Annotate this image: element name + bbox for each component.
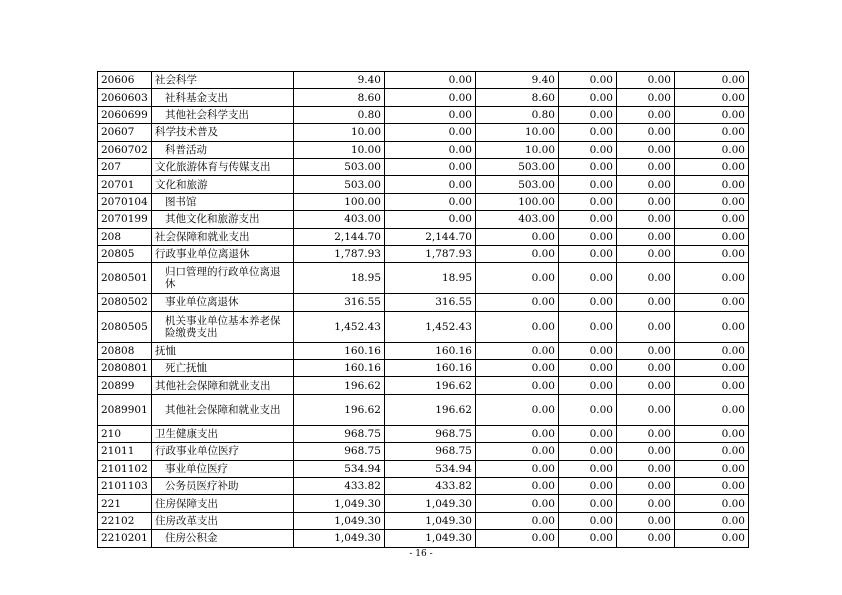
- row-name-cell: 其他文化和旅游支出: [152, 211, 294, 228]
- row-total-cell: 10.00: [294, 124, 385, 141]
- row-value-5-cell: 0.00: [617, 124, 675, 141]
- row-value-6-cell: 0.00: [675, 530, 749, 547]
- row-value-2-cell: 160.16: [385, 360, 476, 377]
- table-row: [98, 394, 749, 425]
- row-name-cell: 其他社会保障和就业支出: [152, 394, 294, 425]
- row-value-5-cell: 0.00: [617, 394, 675, 425]
- row-value-6-cell: 0.00: [675, 460, 749, 477]
- row-code-cell: 2080502: [98, 294, 152, 311]
- row-value-5-cell: 0.00: [617, 377, 675, 394]
- row-value-2-cell: 0.00: [385, 141, 476, 158]
- table-row: [98, 311, 749, 342]
- row-value-3-cell: 403.00: [476, 211, 559, 228]
- row-value-5-cell: 0.00: [617, 360, 675, 377]
- row-total-cell: 503.00: [294, 158, 385, 175]
- row-name-cell: 科普活动: [152, 141, 294, 158]
- table-row: [98, 360, 749, 377]
- row-value-4-cell: 0.00: [559, 311, 617, 342]
- row-code-cell: 2101102: [98, 460, 152, 477]
- row-value-3-cell: 0.00: [476, 377, 559, 394]
- row-code-cell: 22102: [98, 512, 152, 529]
- row-name-cell: 其他社会保障和就业支出: [152, 377, 294, 394]
- row-total-cell: 160.16: [294, 360, 385, 377]
- row-value-6-cell: 0.00: [675, 245, 749, 262]
- row-code-cell: 2060702: [98, 141, 152, 158]
- row-total-cell: 1,049.30: [294, 495, 385, 512]
- table-row: [98, 72, 749, 89]
- row-value-4-cell: 0.00: [559, 245, 617, 262]
- table-row: [98, 530, 749, 547]
- row-value-4-cell: 0.00: [559, 294, 617, 311]
- row-code-cell: 2060603: [98, 89, 152, 106]
- row-value-3-cell: 503.00: [476, 158, 559, 175]
- row-value-6-cell: 0.00: [675, 311, 749, 342]
- row-value-2-cell: 968.75: [385, 443, 476, 460]
- row-value-3-cell: 0.00: [476, 342, 559, 359]
- row-total-cell: 8.60: [294, 89, 385, 106]
- row-value-6-cell: 0.00: [675, 106, 749, 123]
- row-value-2-cell: 1,787.93: [385, 245, 476, 262]
- row-value-4-cell: 0.00: [559, 158, 617, 175]
- row-name-cell: 科学技术普及: [152, 124, 294, 141]
- row-value-6-cell: 0.00: [675, 512, 749, 529]
- row-value-6-cell: 0.00: [675, 228, 749, 245]
- row-value-2-cell: 2,144.70: [385, 228, 476, 245]
- row-value-4-cell: 0.00: [559, 263, 617, 294]
- row-value-4-cell: 0.00: [559, 193, 617, 210]
- row-value-3-cell: 100.00: [476, 193, 559, 210]
- row-value-4-cell: 0.00: [559, 360, 617, 377]
- row-value-4-cell: 0.00: [559, 176, 617, 193]
- row-value-3-cell: 0.00: [476, 443, 559, 460]
- row-total-cell: 433.82: [294, 478, 385, 495]
- row-value-3-cell: 0.00: [476, 311, 559, 342]
- row-code-cell: 20805: [98, 245, 152, 262]
- row-code-cell: 20899: [98, 377, 152, 394]
- row-name-cell: 住房保障支出: [152, 495, 294, 512]
- row-code-cell: 2080801: [98, 360, 152, 377]
- row-value-2-cell: 18.95: [385, 263, 476, 294]
- row-total-cell: 10.00: [294, 141, 385, 158]
- row-value-5-cell: 0.00: [617, 141, 675, 158]
- row-name-cell: 死亡抚恤: [152, 360, 294, 377]
- row-value-2-cell: 0.00: [385, 158, 476, 175]
- row-value-2-cell: 0.00: [385, 211, 476, 228]
- row-total-cell: 196.62: [294, 377, 385, 394]
- row-total-cell: 534.94: [294, 460, 385, 477]
- row-code-cell: 2089901: [98, 394, 152, 425]
- row-name-cell: 住房改革支出: [152, 512, 294, 529]
- row-code-cell: 20606: [98, 72, 152, 89]
- table-row: [98, 124, 749, 141]
- row-code-cell: 2070199: [98, 211, 152, 228]
- row-value-6-cell: 0.00: [675, 193, 749, 210]
- table-row: [98, 495, 749, 512]
- row-value-5-cell: 0.00: [617, 245, 675, 262]
- table-row: [98, 512, 749, 529]
- row-value-3-cell: 0.00: [476, 460, 559, 477]
- row-value-2-cell: 316.55: [385, 294, 476, 311]
- row-name-cell: 其他社会科学支出: [152, 106, 294, 123]
- row-value-6-cell: 0.00: [675, 176, 749, 193]
- row-value-6-cell: 0.00: [675, 360, 749, 377]
- row-value-5-cell: 0.00: [617, 425, 675, 442]
- row-value-3-cell: 0.00: [476, 512, 559, 529]
- row-value-2-cell: 196.62: [385, 377, 476, 394]
- row-total-cell: 968.75: [294, 443, 385, 460]
- row-value-4-cell: 0.00: [559, 512, 617, 529]
- row-name-cell: 归口管理的行政单位离退休: [152, 263, 294, 294]
- row-value-5-cell: 0.00: [617, 460, 675, 477]
- row-code-cell: 20808: [98, 342, 152, 359]
- row-value-6-cell: 0.00: [675, 211, 749, 228]
- row-value-5-cell: 0.00: [617, 263, 675, 294]
- row-value-6-cell: 0.00: [675, 478, 749, 495]
- row-value-6-cell: 0.00: [675, 443, 749, 460]
- table-row: [98, 176, 749, 193]
- row-total-cell: 968.75: [294, 425, 385, 442]
- row-value-2-cell: 534.94: [385, 460, 476, 477]
- row-value-2-cell: 1,049.30: [385, 495, 476, 512]
- row-name-cell: 社科基金支出: [152, 89, 294, 106]
- row-total-cell: 1,049.30: [294, 530, 385, 547]
- row-value-2-cell: 433.82: [385, 478, 476, 495]
- row-value-4-cell: 0.00: [559, 495, 617, 512]
- row-value-5-cell: 0.00: [617, 176, 675, 193]
- row-value-5-cell: 0.00: [617, 193, 675, 210]
- row-code-cell: 2210201: [98, 530, 152, 547]
- row-name-cell: 机关事业单位基本养老保险缴费支出: [152, 311, 294, 342]
- row-total-cell: 160.16: [294, 342, 385, 359]
- row-code-cell: 2080501: [98, 263, 152, 294]
- table-row: [98, 141, 749, 158]
- row-value-5-cell: 0.00: [617, 495, 675, 512]
- table-row: [98, 193, 749, 210]
- row-code-cell: 20701: [98, 176, 152, 193]
- row-value-4-cell: 0.00: [559, 124, 617, 141]
- row-value-5-cell: 0.00: [617, 158, 675, 175]
- row-value-2-cell: 0.00: [385, 106, 476, 123]
- row-value-2-cell: 1,452.43: [385, 311, 476, 342]
- row-name-cell: 抚恤: [152, 342, 294, 359]
- row-value-5-cell: 0.00: [617, 211, 675, 228]
- table-row: [98, 377, 749, 394]
- row-total-cell: 2,144.70: [294, 228, 385, 245]
- row-value-4-cell: 0.00: [559, 377, 617, 394]
- row-total-cell: 0.80: [294, 106, 385, 123]
- row-value-3-cell: 503.00: [476, 176, 559, 193]
- row-value-3-cell: 8.60: [476, 89, 559, 106]
- row-value-5-cell: 0.00: [617, 311, 675, 342]
- row-name-cell: 事业单位离退休: [152, 294, 294, 311]
- table-body: [98, 72, 749, 548]
- table-row: [98, 460, 749, 477]
- row-value-4-cell: 0.00: [559, 106, 617, 123]
- row-code-cell: 208: [98, 228, 152, 245]
- page-number: - 16 -: [409, 549, 433, 559]
- row-value-4-cell: 0.00: [559, 211, 617, 228]
- row-value-4-cell: 0.00: [559, 425, 617, 442]
- row-value-5-cell: 0.00: [617, 342, 675, 359]
- row-value-6-cell: 0.00: [675, 72, 749, 89]
- table-row: [98, 425, 749, 442]
- row-value-4-cell: 0.00: [559, 443, 617, 460]
- row-total-cell: 503.00: [294, 176, 385, 193]
- row-code-cell: 20607: [98, 124, 152, 141]
- row-value-2-cell: 0.00: [385, 193, 476, 210]
- row-code-cell: 221: [98, 495, 152, 512]
- row-value-6-cell: 0.00: [675, 394, 749, 425]
- budget-table: [97, 71, 749, 548]
- row-value-3-cell: 0.00: [476, 294, 559, 311]
- row-total-cell: 18.95: [294, 263, 385, 294]
- row-value-2-cell: 0.00: [385, 124, 476, 141]
- row-value-2-cell: 1,049.30: [385, 512, 476, 529]
- table-row: [98, 342, 749, 359]
- table-row: [98, 478, 749, 495]
- row-total-cell: 1,787.93: [294, 245, 385, 262]
- row-value-6-cell: 0.00: [675, 425, 749, 442]
- row-value-2-cell: 196.62: [385, 394, 476, 425]
- row-value-2-cell: 0.00: [385, 72, 476, 89]
- row-value-2-cell: 0.00: [385, 89, 476, 106]
- row-value-3-cell: 10.00: [476, 124, 559, 141]
- row-total-cell: 196.62: [294, 394, 385, 425]
- row-value-3-cell: 0.00: [476, 394, 559, 425]
- row-value-4-cell: 0.00: [559, 530, 617, 547]
- row-value-4-cell: 0.00: [559, 460, 617, 477]
- row-value-4-cell: 0.00: [559, 228, 617, 245]
- row-code-cell: 2070104: [98, 193, 152, 210]
- row-value-2-cell: 160.16: [385, 342, 476, 359]
- row-total-cell: 403.00: [294, 211, 385, 228]
- row-total-cell: 1,452.43: [294, 311, 385, 342]
- row-value-4-cell: 0.00: [559, 72, 617, 89]
- row-value-6-cell: 0.00: [675, 158, 749, 175]
- row-value-5-cell: 0.00: [617, 478, 675, 495]
- row-name-cell: 行政事业单位医疗: [152, 443, 294, 460]
- row-value-5-cell: 0.00: [617, 443, 675, 460]
- row-value-5-cell: 0.00: [617, 106, 675, 123]
- row-total-cell: 1,049.30: [294, 512, 385, 529]
- table-row: [98, 106, 749, 123]
- row-value-4-cell: 0.00: [559, 478, 617, 495]
- row-total-cell: 100.00: [294, 193, 385, 210]
- row-value-3-cell: 0.00: [476, 530, 559, 547]
- row-value-5-cell: 0.00: [617, 89, 675, 106]
- row-value-6-cell: 0.00: [675, 342, 749, 359]
- row-value-6-cell: 0.00: [675, 89, 749, 106]
- row-value-6-cell: 0.00: [675, 495, 749, 512]
- row-value-3-cell: 0.00: [476, 245, 559, 262]
- row-code-cell: 207: [98, 158, 152, 175]
- row-value-4-cell: 0.00: [559, 394, 617, 425]
- table-row: [98, 263, 749, 294]
- table-row: [98, 211, 749, 228]
- row-name-cell: 住房公积金: [152, 530, 294, 547]
- table-row: [98, 443, 749, 460]
- table-row: [98, 245, 749, 262]
- table-row: [98, 228, 749, 245]
- row-value-3-cell: 10.00: [476, 141, 559, 158]
- row-total-cell: 9.40: [294, 72, 385, 89]
- row-name-cell: 事业单位医疗: [152, 460, 294, 477]
- row-value-3-cell: 0.00: [476, 425, 559, 442]
- row-value-4-cell: 0.00: [559, 342, 617, 359]
- row-name-cell: 卫生健康支出: [152, 425, 294, 442]
- row-value-6-cell: 0.00: [675, 124, 749, 141]
- row-name-cell: 行政事业单位离退休: [152, 245, 294, 262]
- row-value-4-cell: 0.00: [559, 141, 617, 158]
- row-value-3-cell: 0.00: [476, 263, 559, 294]
- row-value-3-cell: 0.80: [476, 106, 559, 123]
- table-row: [98, 89, 749, 106]
- row-value-3-cell: 0.00: [476, 478, 559, 495]
- row-name-cell: 社会保障和就业支出: [152, 228, 294, 245]
- row-name-cell: 文化和旅游: [152, 176, 294, 193]
- row-code-cell: 2060699: [98, 106, 152, 123]
- row-value-5-cell: 0.00: [617, 530, 675, 547]
- row-value-5-cell: 0.00: [617, 294, 675, 311]
- row-code-cell: 210: [98, 425, 152, 442]
- table-row: [98, 158, 749, 175]
- row-value-3-cell: 0.00: [476, 495, 559, 512]
- row-name-cell: 公务员医疗补助: [152, 478, 294, 495]
- row-name-cell: 文化旅游体育与传媒支出: [152, 158, 294, 175]
- row-code-cell: 21011: [98, 443, 152, 460]
- row-value-3-cell: 9.40: [476, 72, 559, 89]
- row-total-cell: 316.55: [294, 294, 385, 311]
- table-row: [98, 294, 749, 311]
- row-value-2-cell: 1,049.30: [385, 530, 476, 547]
- row-value-6-cell: 0.00: [675, 294, 749, 311]
- row-value-3-cell: 0.00: [476, 228, 559, 245]
- row-value-5-cell: 0.00: [617, 228, 675, 245]
- row-name-cell: 社会科学: [152, 72, 294, 89]
- row-value-6-cell: 0.00: [675, 263, 749, 294]
- row-value-2-cell: 968.75: [385, 425, 476, 442]
- row-name-cell: 图书馆: [152, 193, 294, 210]
- row-value-6-cell: 0.00: [675, 377, 749, 394]
- row-value-4-cell: 0.00: [559, 89, 617, 106]
- row-value-2-cell: 0.00: [385, 176, 476, 193]
- row-value-6-cell: 0.00: [675, 141, 749, 158]
- row-value-5-cell: 0.00: [617, 512, 675, 529]
- row-code-cell: 2080505: [98, 311, 152, 342]
- row-value-5-cell: 0.00: [617, 72, 675, 89]
- row-value-3-cell: 0.00: [476, 360, 559, 377]
- row-code-cell: 2101103: [98, 478, 152, 495]
